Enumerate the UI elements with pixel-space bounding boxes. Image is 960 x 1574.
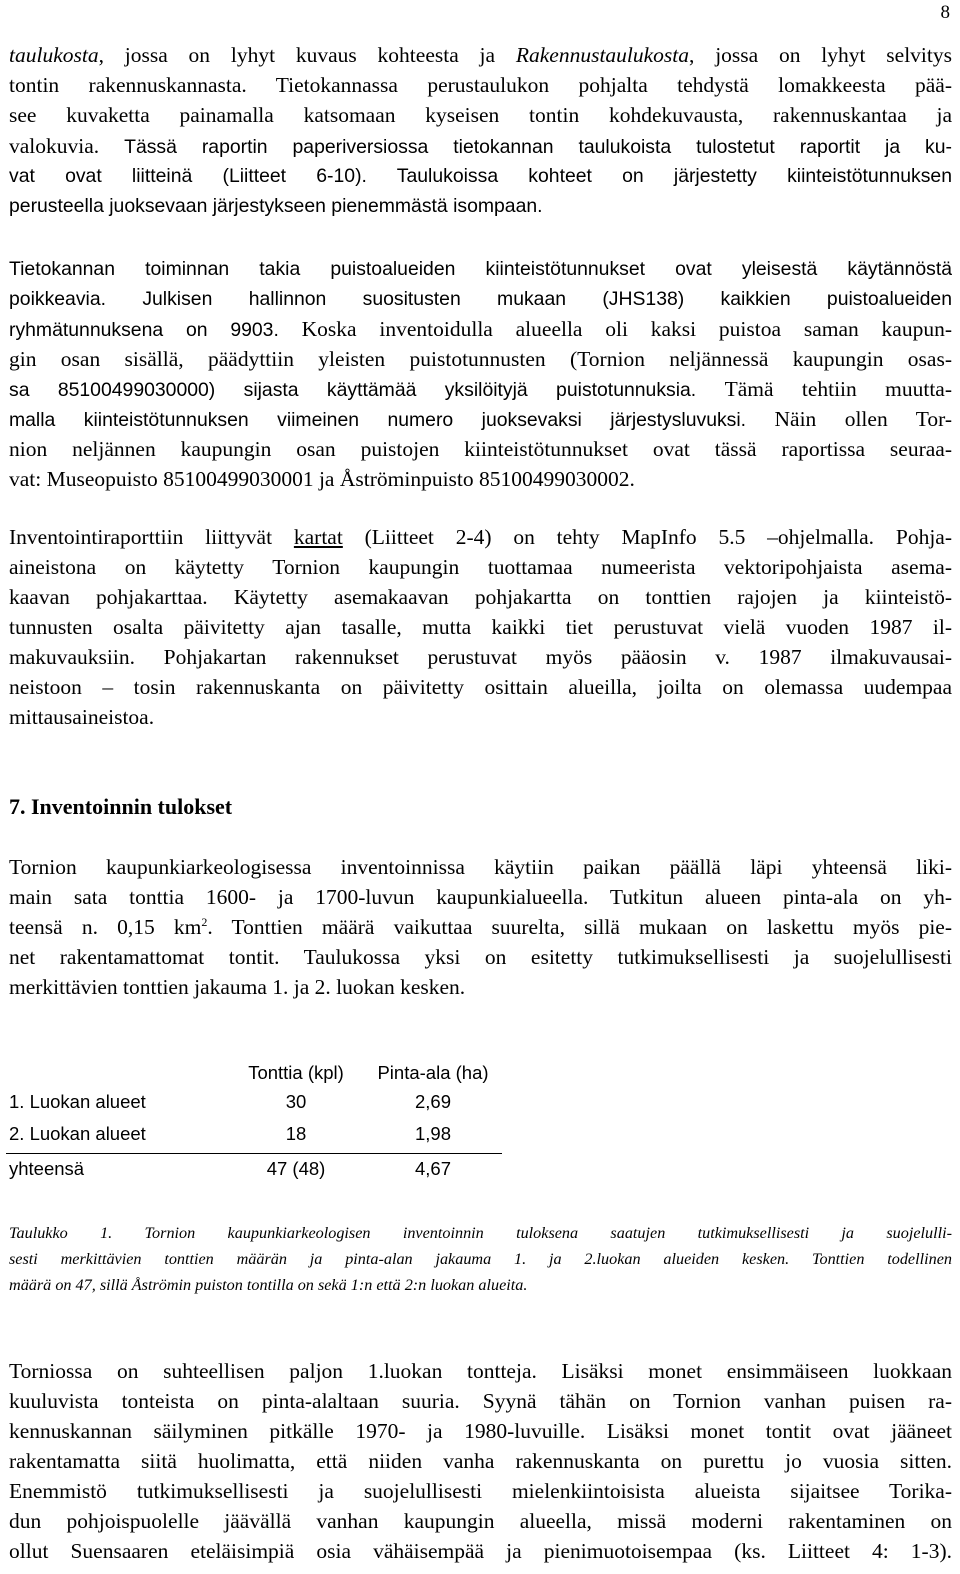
text-line: poikkeavia. Julkisen hallinnon suositusten mukaan (JHS138) kaikkien puistoalueiden (9, 288, 952, 310)
text-line: malla kiinteistötunnuksen viimeinen numero juoksevaksi järjestysluvuksi. Näin ollen Tor- (9, 407, 952, 431)
caption-line: Taulukko 1. Tornion kaupunkiarkeologisen inventoinnin tuloksena saatujen tutkimuksellisesti ja suojelulli- (9, 1224, 952, 1242)
paragraph-appendix-reports (9, 131, 952, 221)
table-cell: 47 (48) (266, 1158, 326, 1179)
text-line: net rakentamattomat tontit. Taulukossa yksi on esitetty tutkimuksellisesti ja suojelullisesti (9, 945, 952, 969)
section-heading: 7. Inventoinnin tulokset (9, 794, 233, 819)
text-line: sa 85100499030000) sijasta käyttämää yksilöityjä puistotunnuksia. Tämä tehtiin muutta- (9, 377, 952, 401)
text-line: kaavan pohjakarttaa. Käytetty asemakaavan pohjakartta on tonttien rajojen ja kiinteistö- (9, 585, 952, 609)
text-line: Enemmistö tutkimuksellisesti ja suojelullisesti mielenkiintoisista alueista sijaitsee Torika- (9, 1479, 952, 1503)
text-line: ryhmätunnuksena on 9903. Koska inventoidulla alueella oli kaksi puistoa saman kaupun- (9, 317, 952, 341)
table-cell: 1,98 (414, 1123, 451, 1144)
text-line: ollut Suensaaren eteläisimpiä osia vähäisempää ja pienimuotoisempaa (ks. Liitteet 4: 1-3). (9, 1539, 952, 1563)
table-cell: yhteensä (9, 1158, 85, 1179)
text-line: Tietokannan toiminnan takia puistoalueiden kiinteistötunnukset ovat yleisestä käytännöstä (9, 258, 952, 280)
text-line: makuvauksiin. Pohjakartan rakennukset perustuvat myös pääosin v. 1987 ilmakuvausai- (9, 645, 952, 669)
text-line: merkittävien tonttien jakauma 1. ja 2. luokan kesken. (9, 975, 466, 999)
text-line: neistoon – tosin rakennuskanta on päivitetty osittain alueilla, joilta on olemassa uudempaa (9, 675, 952, 699)
text-line: rakentamatta siitä huolimatta, että niiden vanha rakennuskanta on purettu jo vuosia sitten. (9, 1449, 952, 1473)
text-line: vat: Museopuisto 85100499030001 ja Åströminpuisto 85100499030002. (9, 467, 635, 491)
maps-link[interactable]: kartat (293, 525, 343, 549)
text-line: tunnusten osalta päivitetty ajan tasalle, mutta kaikki tiet perustuvat vielä vuoden 1987 il- (9, 615, 952, 639)
text-line: main sata tonttia 1600- ja 1700-luvun kaupunkialueella. Tutkitun alueen pinta-ala on yh- (9, 885, 952, 909)
paragraph-first-class-plots (9, 1356, 952, 1566)
table-cell: 2,69 (414, 1091, 451, 1112)
table-cell: 1. Luokan alueet (9, 1091, 146, 1112)
text-line: aineistona on käytetty Tornion kaupungin tuottamaa numeerista vektoripohjaista asema- (9, 555, 952, 579)
table-cell: 4,67 (414, 1158, 451, 1179)
text-line: kennuskannan säilyminen pitkälle 1970- ja 1980-luvuille. Lisäksi monet tontit ovat jääneet (9, 1419, 952, 1443)
text-line: kuuluvista tonteista on pinta-alaltaan suuria. Syynä tähän on Tornion vanhan puisen ra- (9, 1389, 952, 1413)
text-line: Torniossa on suhteellisen paljon 1.luokan tontteja. Lisäksi monet ensimmäiseen luokkaan (9, 1359, 952, 1383)
text-line: see kuvakettа painamalla katsomaan kyseisen tontin kohdekuvausta, rakennuskantaa ja (9, 103, 952, 127)
table-cell: 30 (285, 1091, 307, 1112)
text-line: taulukosta, jossa on lyhyt kuvaus kohteesta ja Rakennustaulukosta, jossa on lyhyt selvitys (9, 43, 952, 67)
text-line: Tornion kaupunkiarkeologisessa inventoinnissa käytiin paikan päällä läpi yhteensä liki- (9, 855, 952, 879)
text-line: dun pohjoispuolelle jäävällä vanhan kaupungin alueella, missä moderni rakentaminen on (9, 1509, 952, 1533)
paragraph-maps (9, 522, 952, 732)
text-line: nion neljännen kaupungin osan puistojen kiinteistötunnukset ovat tässä raportissa seuraa- (9, 437, 952, 461)
table-caption (9, 1220, 952, 1298)
text-line: gin osan sisällä, päädyttiin yleisten puistotunnusten (Tornion neljännessä kaupungin osas- (9, 347, 952, 371)
caption-line: sesti merkittävien tonttien määrän ja pinta-alan jakauma 1. ja 2.luokan alueiden kesken. Tonttien todellinen (9, 1250, 952, 1268)
text-line: teensä n. 0,15 $km^2$. Tonttien määrä vaikuttaa suurelta, sillä mukaan on laskettu myös pie- (9, 914, 952, 939)
text-line: mittausaineistoa. (9, 705, 155, 729)
column-header: Tonttia (kpl) (248, 1062, 344, 1083)
text-line: Inventointiraporttiin liittyvät kartat (Liitteet 2-4) on tehty MapInfo 5.5 –ohjelmalla. Pohja- (9, 525, 952, 549)
text-line: perusteella juoksevaan järjestykseen pienemmästä isompaan. (9, 195, 543, 217)
page-number: 8 (940, 2, 950, 23)
table-rule (6, 1153, 502, 1154)
table-cell: 2. Luokan alueet (9, 1123, 146, 1144)
table-cell: 18 (285, 1123, 307, 1144)
column-header: Pinta-ala (ha) (377, 1062, 489, 1083)
paragraph-park-property-codes (9, 254, 952, 494)
paragraph-tables-description (9, 40, 952, 130)
paragraph-results (9, 852, 952, 1002)
text-line: vat ovat liitteinä (Liitteet 6-10). Taulukoissa kohteet on järjestetty kiinteistötunnuksen (9, 165, 952, 187)
caption-line: määrä on 47, sillä Åströmin puiston tontilla on sekä 1:n että 2:n luokan alueita. (9, 1276, 528, 1294)
text-line: valokuvia. Tässä raportin paperiversiossa tietokannan taulukoista tulostetut raportit ja ku- (9, 134, 952, 158)
text-line: tontin rakennuskannasta. Tietokannassa perustaulukon pohjalta tehdystä lomakkeesta pää- (9, 73, 952, 97)
